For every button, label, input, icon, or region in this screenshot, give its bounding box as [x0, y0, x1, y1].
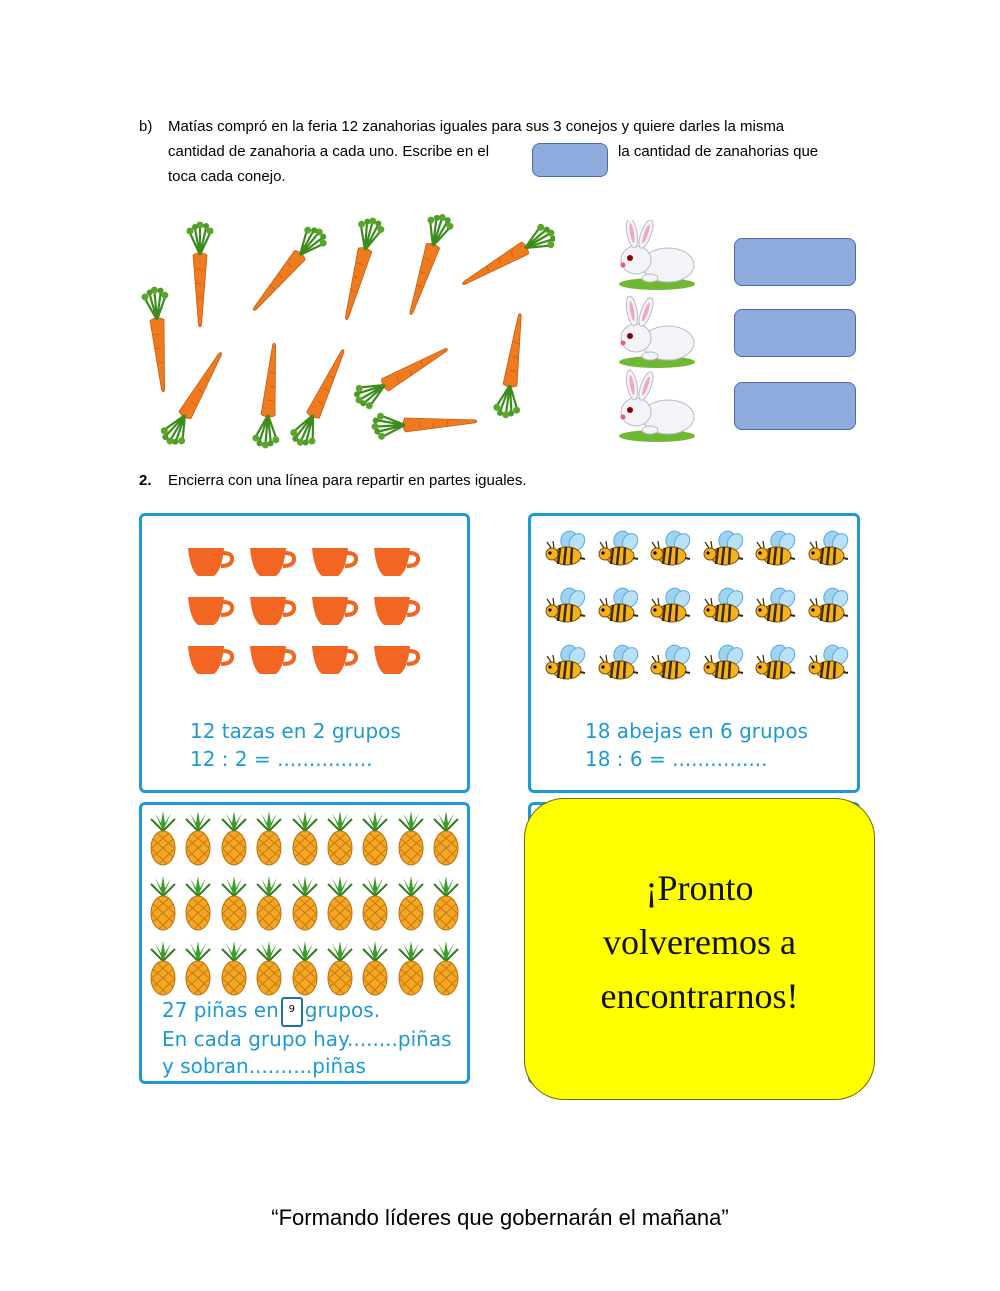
bee-icon	[701, 644, 754, 689]
carrot-icon	[287, 344, 356, 450]
callout-line-3: encontrarnos!	[600, 976, 799, 1016]
bees-grid	[543, 530, 858, 689]
cup-icon	[248, 644, 298, 676]
pineapple-icon	[395, 876, 430, 937]
bee-icon	[596, 644, 649, 689]
bee-icon	[596, 587, 649, 632]
pineapple-icon	[430, 941, 465, 1002]
bee-icon	[701, 530, 754, 575]
carrot-icon	[243, 221, 331, 319]
bee-icon	[543, 644, 596, 689]
carrot-icon	[157, 346, 233, 450]
pineapple-icon	[359, 811, 394, 872]
pineapple-icon	[289, 941, 324, 1002]
rabbit-1-answer-box[interactable]	[734, 238, 856, 286]
pineapple-icon	[182, 811, 217, 872]
bees-panel-line-2: 18 : 6 = ...............	[585, 747, 768, 771]
cup-icon	[248, 546, 298, 578]
pineapples-per-group-blank[interactable]: ........	[347, 1027, 398, 1051]
pineapple-icon	[218, 811, 253, 872]
rabbit-2-answer-box[interactable]	[734, 309, 856, 357]
pineapple-icon	[253, 876, 288, 937]
bees-panel	[528, 513, 860, 793]
callout-line-2: volveremos a	[603, 922, 796, 962]
pineapples-remainder-blank[interactable]: ..........	[248, 1054, 313, 1078]
pineapple-icon	[147, 811, 182, 872]
example-answer-box	[532, 143, 608, 177]
cup-icon	[310, 644, 360, 676]
callout-box	[524, 798, 875, 1100]
cups-grid	[186, 546, 434, 676]
pineapples-grid	[147, 811, 466, 1002]
question-2-number: 2.	[139, 472, 152, 489]
carrot-icon	[398, 210, 456, 319]
cup-icon	[186, 546, 236, 578]
pineapples-panel-line-1	[162, 996, 380, 1027]
footer-motto: “Formando líderes que gobernarán el mañana”	[271, 1205, 729, 1230]
callout-text	[525, 861, 874, 1023]
pineapple-icon	[147, 876, 182, 937]
pineapples-line-1-end: grupos.	[304, 998, 381, 1022]
carrot-icon	[252, 342, 288, 449]
pineapple-icon	[395, 811, 430, 872]
bee-icon	[753, 530, 806, 575]
pineapple-icon	[324, 811, 359, 872]
pineapple-icon	[253, 811, 288, 872]
rabbits-illustration	[612, 220, 708, 445]
cup-icon	[186, 644, 236, 676]
question-b-marker: b)	[139, 118, 153, 135]
bee-icon	[648, 530, 701, 575]
pineapple-icon	[359, 876, 394, 937]
pineapple-icon	[359, 941, 394, 1002]
pineapples-groups-box[interactable]: 9	[281, 997, 303, 1027]
rabbit-icon	[619, 220, 695, 290]
bee-icon	[701, 587, 754, 632]
bee-icon	[806, 587, 859, 632]
carrot-icon	[492, 312, 533, 420]
carrots-illustration	[135, 210, 555, 450]
pineapple-icon	[147, 941, 182, 1002]
pineapple-icon	[395, 941, 430, 1002]
pineapples-line-3-start: y sobran	[162, 1054, 249, 1078]
bee-icon	[543, 530, 596, 575]
question-b-line-3: toca cada conejo.	[168, 168, 286, 185]
cups-panel-line-2: 12 : 2 = ...............	[190, 747, 373, 771]
cup-icon	[186, 595, 236, 627]
cup-icon	[248, 595, 298, 627]
cup-icon	[310, 595, 360, 627]
pineapple-icon	[182, 941, 217, 1002]
rabbit-3-answer-box[interactable]	[734, 382, 856, 430]
carrot-icon	[333, 214, 386, 323]
pineapple-icon	[289, 876, 324, 937]
pineapples-panel-line-3	[162, 1052, 366, 1080]
bee-icon	[648, 587, 701, 632]
pineapple-icon	[430, 811, 465, 872]
question-b-line-2-start: cantidad de zanahoria a cada uno. Escribe en el	[168, 143, 490, 160]
bee-icon	[596, 530, 649, 575]
cups-panel	[139, 513, 470, 793]
carrot-icon	[371, 408, 478, 440]
carrot-icon	[349, 337, 454, 413]
pineapple-icon	[324, 941, 359, 1002]
pineapples-line-2-start: En cada grupo hay	[162, 1027, 348, 1051]
pineapple-icon	[182, 876, 217, 937]
pineapple-icon	[218, 876, 253, 937]
cup-icon	[372, 595, 422, 627]
bee-icon	[753, 644, 806, 689]
bee-icon	[543, 587, 596, 632]
pineapple-icon	[218, 941, 253, 1002]
pineapple-icon	[324, 876, 359, 937]
carrot-icon	[456, 220, 555, 296]
bee-icon	[648, 644, 701, 689]
pineapples-line-3-end: piñas	[312, 1054, 366, 1078]
rabbit-icon	[619, 369, 695, 442]
cup-icon	[372, 546, 422, 578]
cups-panel-line-1: 12 tazas en 2 grupos	[190, 719, 401, 743]
rabbit-icon	[619, 295, 695, 368]
question-b-line-1: Matías compró en la feria 12 zanahorias iguales para sus 3 conejos y quiere darles la misma	[168, 118, 785, 135]
cup-icon	[372, 644, 422, 676]
pineapple-icon	[289, 811, 324, 872]
bees-panel-line-1: 18 abejas en 6 grupos	[585, 719, 809, 743]
pineapples-line-2-end: piñas	[397, 1027, 452, 1051]
pineapples-panel	[139, 802, 470, 1084]
carrot-icon	[187, 222, 214, 328]
bee-icon	[753, 587, 806, 632]
pineapple-icon	[430, 876, 465, 937]
pineapples-line-1-start: 27 piñas en	[162, 998, 279, 1022]
pineapple-icon	[253, 941, 288, 1002]
bee-icon	[806, 644, 859, 689]
carrot-icon	[141, 285, 177, 392]
callout-line-1: ¡Pronto	[645, 868, 754, 908]
question-b-line-2-end: la cantidad de zanahorias que	[618, 143, 819, 160]
bee-icon	[806, 530, 859, 575]
question-2-text: Encierra con una línea para repartir en partes iguales.	[168, 472, 527, 489]
pineapples-panel-line-2	[162, 1025, 452, 1053]
cup-icon	[310, 546, 360, 578]
